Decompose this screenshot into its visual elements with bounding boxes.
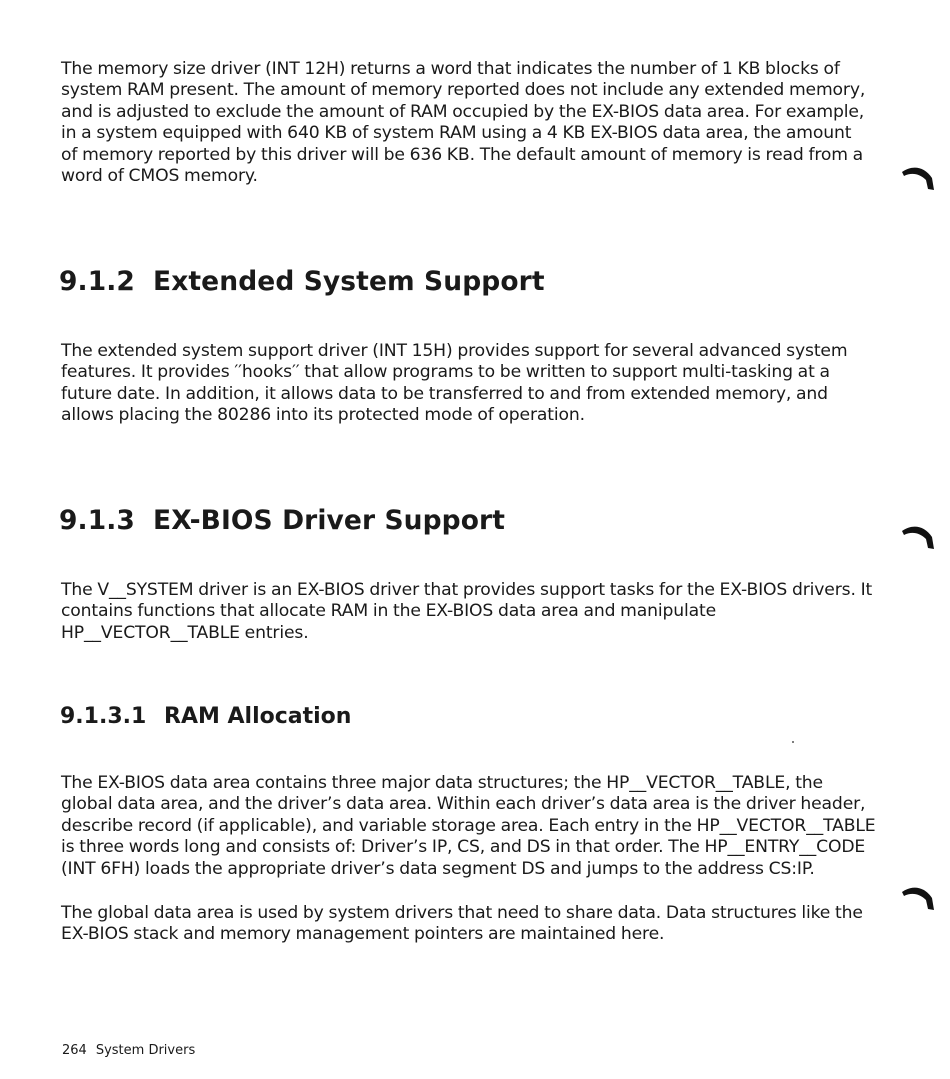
section-title: RAM Allocation (164, 704, 352, 729)
text-line: (INT 6FH) loads the appropriate driver’s data segment DS and jumps to the address CS:IP. (61, 858, 815, 879)
text-line: global data area, and the driver’s data area. Within each driver’s data area is the driver header, (61, 794, 866, 815)
text-line: The extended system support driver (INT 15H) provides support for several advanced system (61, 341, 848, 361)
section-title: EX-BIOS Driver Support (153, 505, 505, 536)
section-9-1-3-1-paragraph-2 (61, 903, 863, 946)
text-line: future date. In addition, it allows data to be transferred to and from extended memory, and (61, 383, 828, 404)
section-9-1-2-paragraph (61, 341, 847, 427)
section-9-1-3-1-paragraph-1 (61, 773, 875, 880)
text-line: features. It provides ′′hooks′′ that allow programs to be written to support multi-tasking at a (61, 362, 830, 383)
text-line: HP__VECTOR__TABLE entries. (61, 622, 309, 643)
section-heading-9-1-3-1 (60, 704, 351, 729)
text-line: and is adjusted to exclude the amount of RAM occupied by the EX-BIOS data area. For example, (61, 101, 865, 122)
change-bar-mark-icon (900, 521, 936, 551)
text-line: allows placing the 80286 into its protected mode of operation. (61, 405, 585, 426)
text-line: The global data area is used by system drivers that need to share data. Data structures like the (61, 903, 863, 923)
section-number: 9.1.2 (59, 266, 135, 297)
text-line: EX-BIOS stack and memory management pointers are maintained here. (61, 924, 665, 945)
page-footer (62, 1043, 195, 1058)
change-bar-mark-icon (900, 162, 936, 192)
section-9-1-3-paragraph (61, 580, 872, 644)
text-line: of memory reported by this driver will be 636 KB. The default amount of memory is read from a (61, 144, 864, 165)
intro-paragraph (61, 59, 865, 187)
section-number: 9.1.3.1 (60, 704, 147, 729)
text-line: is three words long and consists of: Driver’s IP, CS, and DS in that order. The HP__ENTRY__CODE (61, 837, 866, 858)
stray-dot (792, 741, 794, 743)
text-line: system RAM present. The amount of memory reported does not include any extended memory, (61, 80, 866, 101)
section-heading-9-1-2 (59, 266, 545, 297)
text-line: describe record (if applicable), and variable storage area. Each entry in the HP__VECTOR__TABLE (61, 815, 876, 836)
text-line: The memory size driver (INT 12H) returns a word that indicates the number of 1 KB blocks of (61, 59, 840, 79)
text-line: contains functions that allocate RAM in the EX-BIOS data area and manipulate (61, 601, 717, 622)
running-title: System Drivers (95, 1043, 196, 1058)
section-number: 9.1.3 (59, 505, 135, 536)
text-line: The V__SYSTEM driver is an EX-BIOS driver that provides support tasks for the EX-BIOS drivers. It (61, 580, 873, 600)
text-line: in a system equipped with 640 KB of system RAM using a 4 KB EX-BIOS data area, the amount (61, 123, 852, 144)
page-number: 264 (62, 1043, 87, 1058)
text-line: word of CMOS memory. (61, 166, 258, 187)
section-heading-9-1-3 (59, 505, 505, 536)
text-line: The EX-BIOS data area contains three major data structures; the HP__VECTOR__TABLE, the (61, 773, 823, 793)
change-bar-mark-icon (900, 882, 936, 912)
section-title: Extended System Support (153, 266, 545, 297)
